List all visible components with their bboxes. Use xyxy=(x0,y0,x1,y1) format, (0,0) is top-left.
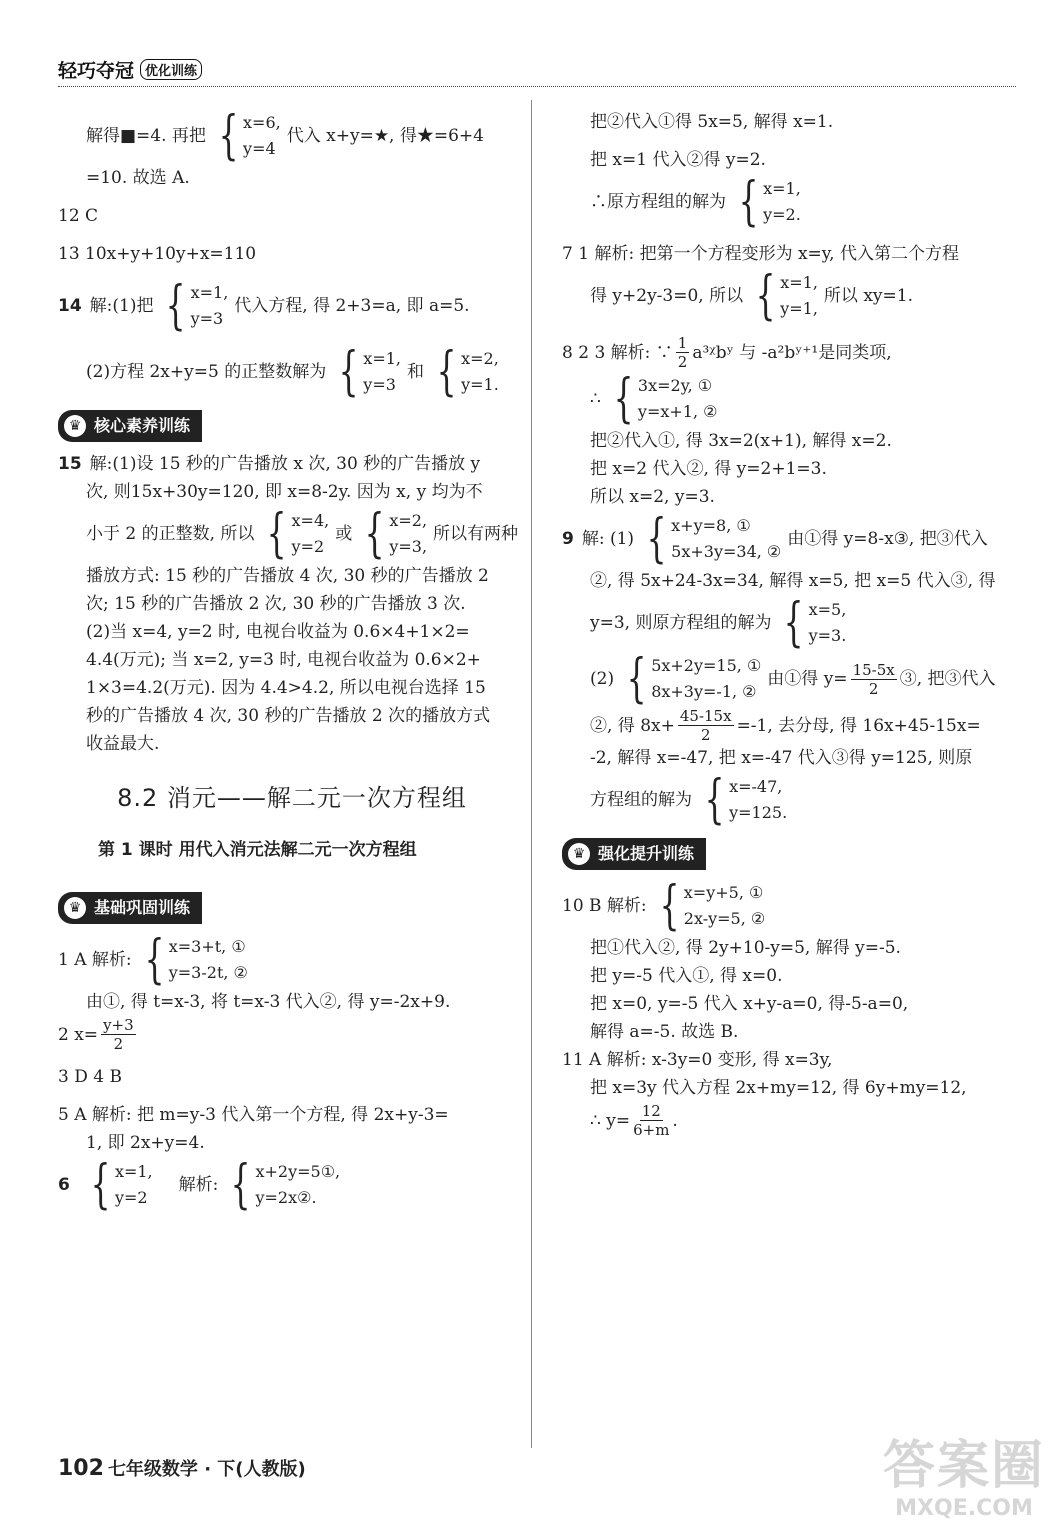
equation-system: { x=1, y=2. xyxy=(738,172,801,232)
question-number: 14 xyxy=(58,296,82,316)
answer-line: 1, 即 2x+y=4. xyxy=(86,1133,205,1153)
answer-line: 把②代入①, 得 3x=2(x+1), 解得 x=2. xyxy=(590,431,892,451)
answer-line: 把 x=0, y=-5 代入 x+y-a=0, 得-5-a=0, xyxy=(590,994,909,1014)
text: x=5, xyxy=(808,600,847,619)
numerator: y+3 xyxy=(103,1016,134,1034)
section-badge xyxy=(58,892,202,924)
answer-13: 13 10x+y+10y+x=110 xyxy=(58,244,257,264)
answer-line xyxy=(58,344,526,400)
text: 解得■=4. 再把 xyxy=(86,126,206,146)
text: 由①得 y=8-x③, 把③代入 xyxy=(787,529,988,549)
denominator: 6+m xyxy=(633,1121,670,1139)
equation-system: { x=3+t, ① y=3-2t, ② xyxy=(144,930,248,990)
question-number: 9 xyxy=(562,529,574,549)
text: y=125. xyxy=(729,803,788,822)
text: 解: (1) xyxy=(581,529,635,549)
text: y=3 xyxy=(363,375,396,394)
answer-10 xyxy=(562,878,1022,934)
brand-name: 轻巧夺冠 xyxy=(58,60,135,82)
denominator: 2 xyxy=(700,726,711,744)
answer-line: 解得 a=-5. 故选 B. xyxy=(590,1022,739,1042)
answer-9 xyxy=(562,511,1022,567)
text: y=4 xyxy=(243,139,276,158)
equation-system: { x=5, y=3. xyxy=(784,593,847,653)
answer-line: 把 x=2 代入②, 得 y=2+1=3. xyxy=(590,459,827,479)
text: y=x+1, ② xyxy=(637,402,718,421)
text: (2)方程 2x+y=5 的正整数解为 xyxy=(86,362,327,382)
answer-line xyxy=(562,371,1022,427)
answer-line: 播放方式: 15 秒的广告播放 4 次, 30 秒的广告播放 2 xyxy=(86,566,489,586)
text: . xyxy=(672,1110,678,1131)
text: x=1, xyxy=(114,1162,153,1181)
fraction xyxy=(676,334,690,371)
answer-line xyxy=(562,651,1022,707)
page-footer xyxy=(58,1455,306,1481)
text: a³ᵡbʸ 与 -a²bʸ⁺¹是同类项, xyxy=(692,342,892,363)
equation-system: { x=1, y=2 xyxy=(90,1155,153,1215)
text: 或 xyxy=(335,524,353,544)
answer-line xyxy=(562,268,1022,324)
text: 所以 xy=1. xyxy=(823,286,913,306)
text: 5x+2y=15, ① xyxy=(651,656,762,675)
answer-line: 把①代入②, 得 2y+10-y=5, 解得 y=-5. xyxy=(590,938,901,958)
answer-2 xyxy=(58,1016,526,1053)
watermark-text: 答案圈 xyxy=(882,1436,1045,1496)
text: 所以有两种 xyxy=(433,524,519,544)
text: 2 x= xyxy=(58,1024,99,1045)
text: ∴ xyxy=(590,389,601,409)
text: 解析: xyxy=(178,1175,219,1195)
book-title: 七年级数学 · 下(人教版) xyxy=(107,1459,306,1480)
fraction xyxy=(678,707,734,744)
text: (2) xyxy=(590,669,615,689)
text: ③, 把③代入 xyxy=(899,669,996,689)
text: y=3-2t, ② xyxy=(168,963,248,982)
text: x=4, xyxy=(291,511,330,530)
numerator: 45-15x xyxy=(679,707,732,725)
answer-line xyxy=(562,707,1022,744)
text: 10 B 解析: xyxy=(562,896,647,916)
answer-line: 把 y=-5 代入①, 得 x=0. xyxy=(590,966,783,986)
answer-line: 把 x=1 代入②得 y=2. xyxy=(590,150,766,170)
answer-line: 由①, 得 t=x-3, 将 t=x-3 代入②, 得 y=-2x+9. xyxy=(86,992,451,1012)
answer-line: ②, 得 5x+24-3x=34, 解得 x=5, 把 x=5 代入③, 得 xyxy=(590,571,996,591)
fraction xyxy=(101,1016,136,1053)
page-header xyxy=(58,52,1018,92)
text: 2x-y=5, ② xyxy=(683,909,766,928)
badge-label: 强化提升训练 xyxy=(598,844,695,863)
text: y=3. xyxy=(808,626,847,645)
question-number: 6 xyxy=(58,1175,70,1195)
equation-system: { x=2, y=1. xyxy=(436,342,499,402)
equation-system: { 3x=2y, ① y=x+1, ② xyxy=(613,369,718,429)
numerator: 15-5x xyxy=(852,660,895,679)
denominator: 2 xyxy=(113,1035,124,1053)
page-number: 102 xyxy=(58,1456,104,1481)
text: x=-47, xyxy=(729,777,783,796)
text: x+2y=5①, xyxy=(255,1162,341,1181)
text: =-1, 去分母, 得 16x+45-15x= xyxy=(736,715,981,736)
equation-system: { x=-47, y=125. xyxy=(704,770,788,830)
text: x=3+t, ① xyxy=(168,937,246,956)
text: y=1, xyxy=(780,299,818,318)
answer-line xyxy=(562,772,1022,828)
lesson-title: 第 1 课时 用代入消元法解二元一次方程组 xyxy=(98,840,417,860)
text: x+y=8, ① xyxy=(671,516,751,535)
text: 3x=2y, ① xyxy=(637,376,713,395)
text: ∴原方程组的解为 xyxy=(590,192,726,212)
answer-12: 12 C xyxy=(58,206,99,226)
equation-system: { x=y+5, ① 2x-y=5, ② xyxy=(659,876,766,936)
text: 代入方程, 得 2+3=a, 即 a=5. xyxy=(234,296,470,316)
text: 代入 x+y=★, 得★=6+4 xyxy=(286,126,484,146)
answer-line: 把 x=3y 代入方程 2x+my=12, 得 6y+my=12, xyxy=(590,1078,967,1098)
numerator: 1 xyxy=(677,334,688,352)
text: x=1, xyxy=(763,179,801,198)
denominator: 2 xyxy=(677,353,688,371)
equation-system: { 5x+2y=15, ① 8x+3y=-1, ② xyxy=(626,649,762,709)
right-column xyxy=(562,108,1022,1139)
text: x=1, xyxy=(780,273,818,292)
text: 由①得 y= xyxy=(767,669,848,689)
answer-8 xyxy=(562,334,1022,371)
answer-line xyxy=(58,506,526,562)
answer-line: 收益最大. xyxy=(86,734,160,754)
text: y=1. xyxy=(461,375,499,394)
answer-5: 5 A 解析: 把 m=y-3 代入第一个方程, 得 2x+y-3= xyxy=(58,1105,449,1125)
answer-1 xyxy=(58,932,526,988)
text: y=2 xyxy=(291,537,325,556)
text: x=2, xyxy=(461,349,499,368)
equation-system: { x=1, y=3 xyxy=(338,342,401,402)
crown-icon: ♛ xyxy=(568,843,590,865)
equation-system: { x=1, y=3 xyxy=(166,276,229,336)
text: 得 y+2y-3=0, 所以 xyxy=(590,286,744,306)
equation-system: { x+2y=5①, y=2x②. xyxy=(230,1155,341,1215)
text: x=1, xyxy=(363,349,401,368)
answer-line: 把②代入①得 5x=5, 解得 x=1. xyxy=(590,112,834,132)
brand-sub: 优化训练 xyxy=(140,59,202,80)
text: 方程组的解为 xyxy=(590,790,692,810)
text: y=2x②. xyxy=(255,1188,317,1207)
text: 8x+3y=-1, ② xyxy=(651,682,757,701)
left-column xyxy=(58,108,526,1213)
answer-11: 11 A 解析: x-3y=0 变形, 得 x=3y, xyxy=(562,1050,833,1070)
answer-line xyxy=(562,595,1022,651)
column-divider xyxy=(531,100,532,1448)
brand-logo xyxy=(58,56,202,83)
text: x=y+5, ① xyxy=(683,883,764,902)
fraction xyxy=(851,661,897,698)
text: y=3 xyxy=(190,309,224,328)
numerator: 12 xyxy=(641,1102,661,1120)
watermark-url: MXQE.COM xyxy=(895,1496,1033,1521)
equation-system: { x=1, y=1, xyxy=(755,266,818,326)
fraction xyxy=(633,1102,669,1139)
answer-3-4: 3 D 4 B xyxy=(58,1067,122,1087)
watermark-logo xyxy=(880,1436,1048,1532)
answer-15 xyxy=(58,450,526,478)
text: 小于 2 的正整数, 所以 xyxy=(86,524,255,544)
text: y=2 xyxy=(114,1188,148,1207)
badge-label: 核心素养训练 xyxy=(94,416,191,435)
text: 和 xyxy=(407,362,424,382)
section-badge xyxy=(58,410,202,442)
answer-14 xyxy=(58,278,526,334)
text: 解:(1)把 xyxy=(89,296,154,316)
text: y=2. xyxy=(763,205,801,224)
answer-line: 所以 x=2, y=3. xyxy=(590,487,715,507)
equation-system: { x=2, y=3, xyxy=(364,504,428,564)
text: x=1, xyxy=(190,283,229,302)
text: x=2, xyxy=(389,511,428,530)
question-number: 15 xyxy=(58,454,82,474)
header-rule xyxy=(58,86,1016,87)
answer-line: 次, 则15x+30y=120, 即 x=8-2y. 因为 x, y 均为不 xyxy=(86,482,483,502)
text: 8 2 3 解析: ∵ xyxy=(562,342,673,363)
answer-line: 次; 15 秒的广告播放 2 次, 30 秒的广告播放 3 次. xyxy=(86,594,466,614)
answer-6 xyxy=(58,1157,526,1213)
section-badge xyxy=(562,838,706,870)
answer-line xyxy=(562,1102,1022,1139)
denominator: 2 xyxy=(868,679,879,698)
equation-system: { x=4, y=2 xyxy=(267,504,330,564)
crown-icon: ♛ xyxy=(64,897,86,919)
answer-line xyxy=(562,174,1022,230)
answer-line: 秒的广告播放 4 次, 30 秒的广告播放 2 次的播放方式 xyxy=(86,706,491,726)
answer-line xyxy=(58,108,526,164)
text: ②, 得 8x+ xyxy=(590,715,675,736)
equation-system: { x+y=8, ① 5x+3y=34, ② xyxy=(646,509,782,569)
text: 1 A 解析: xyxy=(58,950,132,970)
text: 解:(1)设 15 秒的广告播放 x 次, 30 秒的广告播放 y xyxy=(89,454,481,474)
text: x=6, xyxy=(243,113,281,132)
answer-line: (2)当 x=4, y=2 时, 电视台收益为 0.6×4+1×2= xyxy=(86,622,470,642)
answer-line: 1×3=4.2(万元). 因为 4.4>4.2, 所以电视台选择 15 xyxy=(86,678,486,698)
answer-7: 7 1 解析: 把第一个方程变形为 x=y, 代入第二个方程 xyxy=(562,244,959,264)
equation-system: { x=6, y=4 xyxy=(218,106,281,166)
answer-line: =10. 故选 A. xyxy=(86,168,190,188)
crown-icon: ♛ xyxy=(64,415,86,437)
badge-label: 基础巩固训练 xyxy=(94,898,191,917)
answer-line: 4.4(万元); 当 x=2, y=3 时, 电视台收益为 0.6×2+ xyxy=(86,650,481,670)
text: y=3, xyxy=(389,537,428,556)
text: y=3, 则原方程组的解为 xyxy=(590,613,772,633)
text: 5x+3y=34, ② xyxy=(671,542,782,561)
answer-line: -2, 解得 x=-47, 把 x=-47 代入③得 y=125, 则原 xyxy=(590,748,973,768)
text: ∴ y= xyxy=(590,1110,631,1131)
section-title: 8.2 消元——解二元一次方程组 xyxy=(117,784,467,812)
